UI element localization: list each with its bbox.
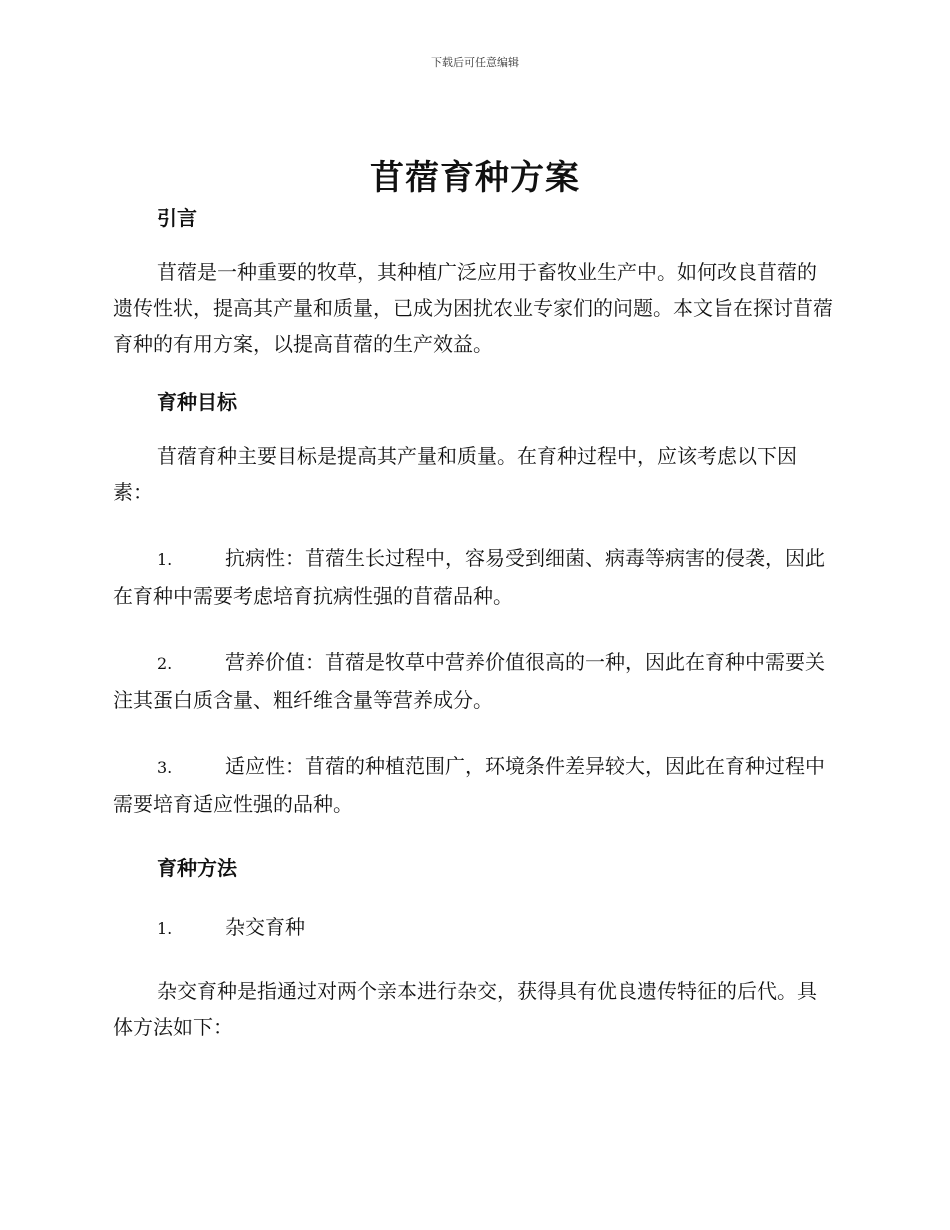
- section-heading-goals: 育种目标: [157, 390, 237, 414]
- document-body: [113, 202, 835, 1045]
- list-text: 杂交育种: [225, 915, 305, 939]
- goal-item: [113, 644, 835, 718]
- goal-item: [113, 540, 835, 614]
- list-number: 1.: [157, 919, 173, 938]
- list-text: 抗病性：苜蓿生长过程中，容易受到细菌、病毒等病害的侵袭，因此在育种中需要考虑培育抗病性强的苜蓿品种。: [113, 546, 825, 608]
- intro-paragraph: 苜蓿是一种重要的牧草，其种植广泛应用于畜牧业生产中。如何改良苜蓿的遗传性状，提高其产量和质量，已成为困扰农业专家们的问题。本文旨在探讨苜蓿育种的有用方案，以提高苜蓿的生产效益。: [113, 260, 833, 356]
- goal-item: [113, 748, 835, 822]
- list-text: 营养价值：苜蓿是牧草中营养价值很高的一种，因此在育种中需要关注其蛋白质含量、粗纤维含量等营养成分。: [113, 650, 825, 712]
- goals-paragraph: 苜蓿育种主要目标是提高其产量和质量。在育种过程中，应该考虑以下因素：: [113, 444, 797, 504]
- list-number: 1.: [157, 550, 173, 569]
- method-item: [113, 909, 835, 947]
- section-heading-methods: 育种方法: [157, 856, 237, 880]
- list-number: 2.: [157, 654, 173, 673]
- list-text: 适应性：苜蓿的种植范围广，环境条件差异较大，因此在育种过程中需要培育适应性强的品种。: [113, 754, 825, 816]
- document-title: 苜蓿育种方案: [370, 158, 580, 198]
- methods-paragraph: 杂交育种是指通过对两个亲本进行杂交，获得具有优良遗传特征的后代。具体方法如下：: [113, 979, 817, 1039]
- section-heading-intro: 引言: [157, 206, 197, 230]
- header-note: 下载后可任意编辑: [431, 56, 519, 69]
- list-number: 3.: [157, 758, 173, 777]
